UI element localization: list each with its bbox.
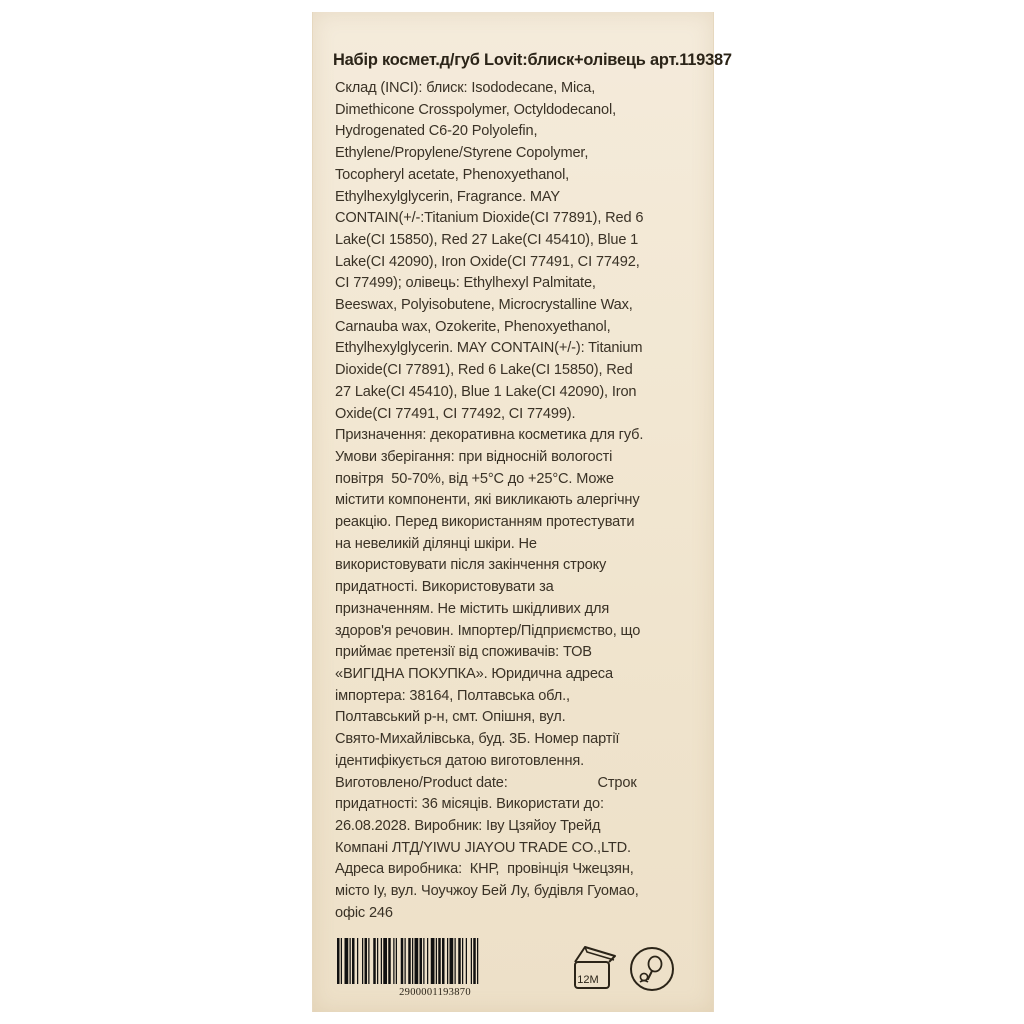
hand-mirror-icon [629, 946, 675, 992]
barcode-number: 2900001193870 [399, 987, 471, 998]
product-description: Склад (INCI): блиск: Isododecane, Mica, Dimethicone Crosspolymer, Octyldodecanol, Hydrogenated C6-20 Polyolefin, Ethylene/Propylene/Styrene Copolymer, Tocopheryl acetate, Phenoxyethanol, Ethylhexylglycerin, Fragrance. MAY CONTAIN(+/-:Titanium Dioxide(CI 77891), Red 6 Lake(CI 15850), Red 27 Lake(CI 45410), Blue 1 Lake(CI 42090), Iron Oxide(CI 77491, CI 77492, CI 77499); олівець: Ethylhexyl Palmitate, Beeswax, Polyisobutene, Microcrystalline Wax, Carnauba wax, Ozokerite, Phenoxyethanol, Ethylhexylglycerin. MAY CONTAIN(+/-): Titanium Dioxide(CI 77891), Red 6 Lake(CI 15850), Red 27 Lake(CI 45410), Blue 1 Lake(CI 42090), Iron Oxide(CI 77491, CI 77492, CI 77499). Призначення: декоративна косметика для губ. Умови зберігання: при відносній вологості повітря 50-70%, від +5°С до +25°С. Може містити компоненти, які викликають алергічну реакцію. Перед використанням протестувати на невеликій ділянці шкіри. Не використовувати після закінчення строку придатності. Використовувати за призначенням. Не містить шкідливих для здоров'я речовин. Імпортер/Підприємство, що приймає претензії від споживачів: ТОВ «ВИГІДНА ПОКУПКА». Юридична адреса імпортера: 38164, Полтавська обл., Полтавський р-н, смт. Опішня, вул. Свято-Михайлівська, буд. 3Б. Номер партії ідентифікується датою виготовлення. Виготовлено/Product date: Строк придатності: 36 місяців. Використати до: 26.08.2028. Виробник: Іву Цзяйоу Трейд Компані ЛТД/YIWU JIAYOU TRADE CO.,LTD. Адреса виробника: КНР, провінція Чжецзян, місто Іу, вул. Чоучжоу Бей Лу, будівля Гуомао, офіс 246 [335, 80, 644, 921]
barcode [335, 938, 535, 998]
product-label [312, 12, 732, 1012]
pao-period: 12M [577, 974, 599, 986]
product-title: Набір космет.д/губ Lovit:блиск+олівець арт.119387 [333, 51, 732, 69]
barcode-bars [335, 938, 535, 984]
